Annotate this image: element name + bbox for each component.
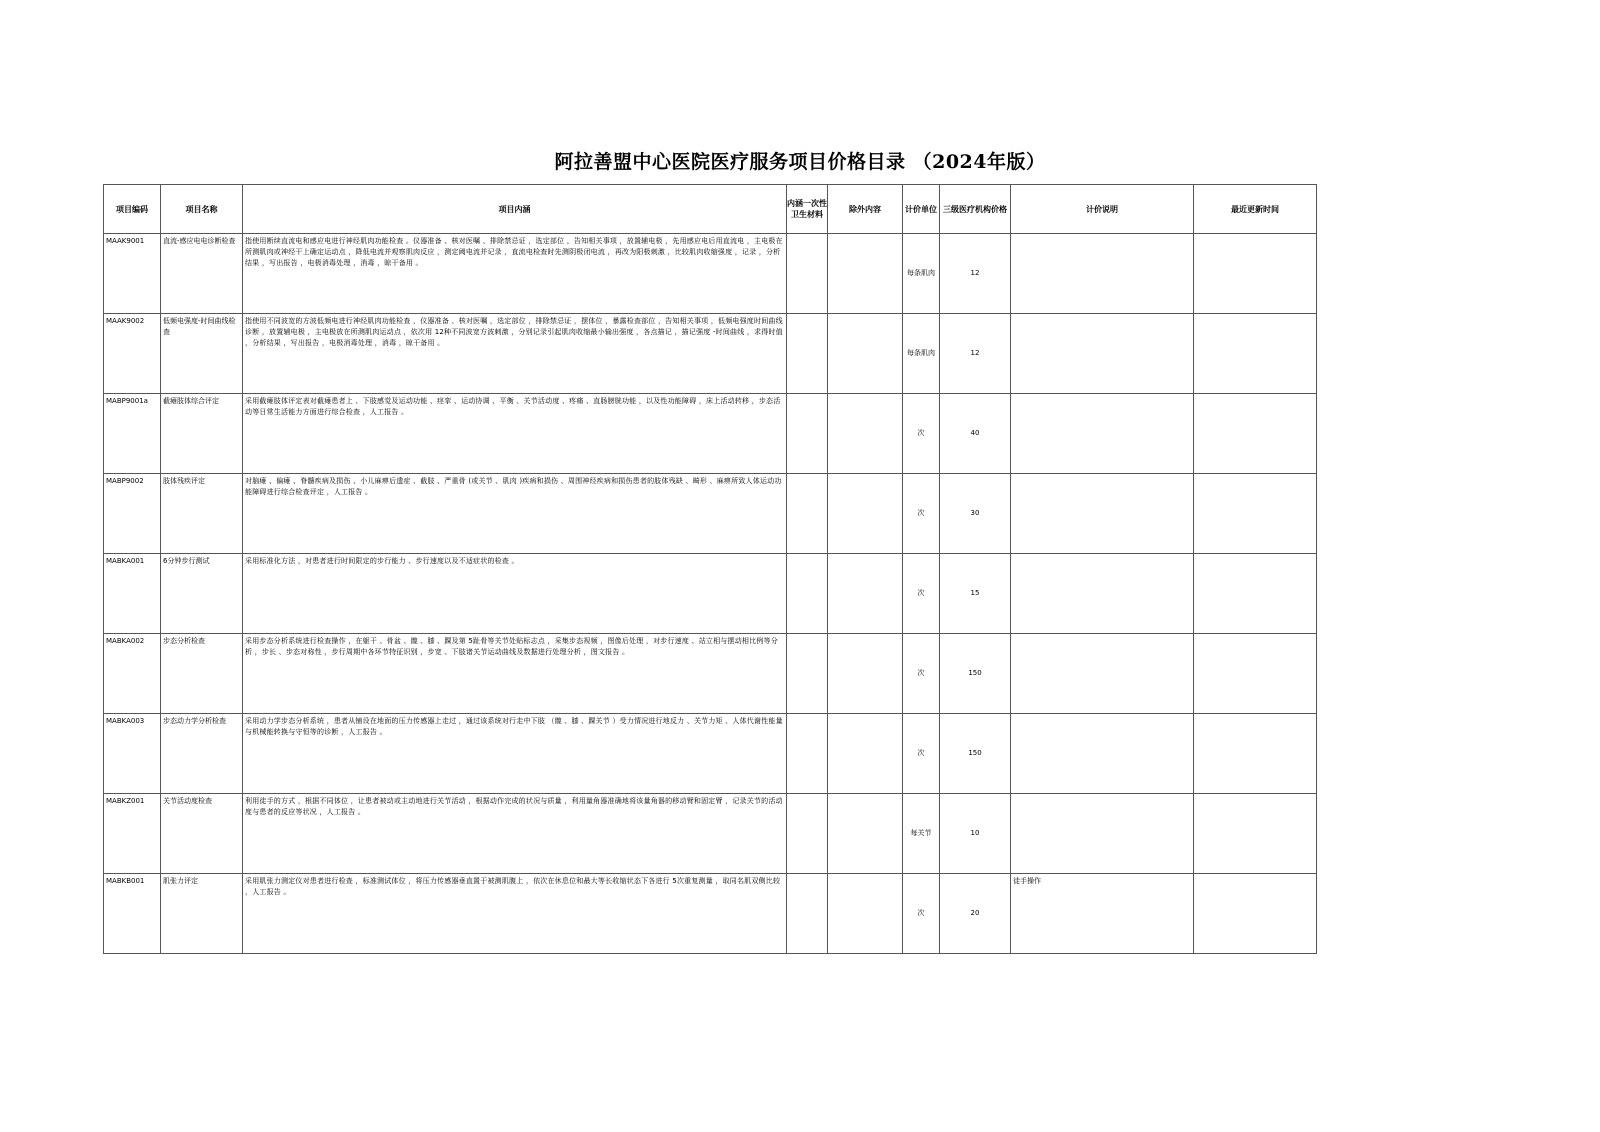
item-unit: 每条肌肉 — [903, 234, 940, 314]
item-unit: 次 — [903, 874, 940, 954]
item-name: 肌张力评定 — [161, 874, 243, 954]
item-updated — [1194, 794, 1317, 874]
item-excluded — [828, 874, 903, 954]
item-updated — [1194, 554, 1317, 634]
item-consumable — [787, 794, 828, 874]
item-price: 15 — [940, 554, 1011, 634]
item-price: 20 — [940, 874, 1011, 954]
item-content: 采用步态分析系统进行检查操作 ，在躯干 、骨盆 、髋 、膝 、踝及第 5趾骨等关节处贴标志点 ，采集步态视频 ，图像后处理 ，对步行速度 、站立相与摆动相比例等分析 ，步长 、步态对称性 ，步行周期中各环节特征识别 ，步宽 、下肢诸关节运动曲线及数据进行处理分析 ，图文报告 。 — [243, 634, 787, 714]
item-name: 6分钟步行测试 — [161, 554, 243, 634]
item-note — [1011, 634, 1194, 714]
item-unit: 次 — [903, 554, 940, 634]
item-name: 步态动力学分析检查 — [161, 714, 243, 794]
item-updated — [1194, 474, 1317, 554]
item-name: 步态分析检查 — [161, 634, 243, 714]
item-code: MABP9002 — [104, 474, 161, 554]
item-code: MABKA002 — [104, 634, 161, 714]
item-name: 肢体残疾评定 — [161, 474, 243, 554]
item-note — [1011, 314, 1194, 394]
item-updated — [1194, 394, 1317, 474]
table-row — [104, 874, 1317, 954]
item-consumable — [787, 714, 828, 794]
item-consumable — [787, 314, 828, 394]
item-content: 采用动力学步态分析系统 ，患者从铺设在地面的压力传感器上走过 ，通过该系统对行走中下肢 （髋 、膝 、踝关节 ）受力情况进行地反力 、关节力矩 、人体代谢性能量与机械能转换与守恒等的诊断 ，人工报告 。 — [243, 714, 787, 794]
item-consumable — [787, 634, 828, 714]
item-updated — [1194, 634, 1317, 714]
item-unit: 次 — [903, 474, 940, 554]
item-unit: 次 — [903, 394, 940, 474]
item-consumable — [787, 554, 828, 634]
item-unit: 每条肌肉 — [903, 314, 940, 394]
item-consumable — [787, 874, 828, 954]
header-unit: 计价单位 — [903, 185, 940, 234]
item-excluded — [828, 634, 903, 714]
table-row — [104, 474, 1317, 554]
item-unit: 次 — [903, 634, 940, 714]
item-note — [1011, 474, 1194, 554]
page-title: 阿拉善盟中心医院医疗服务项目价格目录 （2024年版） — [554, 151, 1046, 173]
item-excluded — [828, 474, 903, 554]
item-code: MABKZ001 — [104, 794, 161, 874]
table-row — [104, 794, 1317, 874]
item-updated — [1194, 314, 1317, 394]
item-excluded — [828, 554, 903, 634]
item-name: 直流-感应电电诊断检查 — [161, 234, 243, 314]
item-content: 指使用不同波宽的方波低频电进行神经肌肉功能检查 ，仪器准备 、核对医嘱 ，选定部位 ，排除禁忌证 ，摆体位 ，暴露检查部位 ，告知相关事项 ，低频电强度时间曲线诊断 ，放置辅电极 ，主电极放在所测肌肉运动点 ，依次用 12种不同波宽方波刺激 ，分别记录引起肌肉收缩最小输出强度 ，各点描记 ，描记强度 -时间曲线 ，求得时值 ，分析结果 ，写出报告 ，电极消毒处理 ，消毒 ，晾干备用 。 — [243, 314, 787, 394]
item-excluded — [828, 234, 903, 314]
table-row — [104, 394, 1317, 474]
header-code: 项目编码 — [104, 185, 161, 234]
item-excluded — [828, 394, 903, 474]
header-name: 项目名称 — [161, 185, 243, 234]
item-price: 150 — [940, 714, 1011, 794]
item-note — [1011, 394, 1194, 474]
item-name: 关节活动度检查 — [161, 794, 243, 874]
price-table — [103, 184, 1317, 954]
header-content: 项目内涵 — [243, 185, 787, 234]
item-content: 采用肌张力测定仪对患者进行检查 ，标准测试体位 ，将压力传感器垂直置于被测肌腹上 ，依次在休息位和最大等长收缩状态下各进行 5次重复测量 ，取同名肌双侧比较 ，人工报告 。 — [243, 874, 787, 954]
item-code: MAAK9001 — [104, 234, 161, 314]
item-price: 40 — [940, 394, 1011, 474]
table-row — [104, 234, 1317, 314]
item-code: MABKA001 — [104, 554, 161, 634]
table-header-row — [104, 185, 1317, 234]
item-code: MABKA003 — [104, 714, 161, 794]
item-name: 低频电强度-时间曲线检查 — [161, 314, 243, 394]
item-content: 采用标准化方法 ，对患者进行时间限定的步行能力 、步行速度以及不适症状的检查 。 — [243, 554, 787, 634]
table-row — [104, 634, 1317, 714]
item-price: 30 — [940, 474, 1011, 554]
item-unit: 次 — [903, 714, 940, 794]
item-consumable — [787, 234, 828, 314]
item-price: 10 — [940, 794, 1011, 874]
item-excluded — [828, 714, 903, 794]
item-excluded — [828, 794, 903, 874]
header-note: 计价说明 — [1011, 185, 1194, 234]
item-code: MAAK9002 — [104, 314, 161, 394]
table-row — [104, 714, 1317, 794]
item-updated — [1194, 714, 1317, 794]
item-excluded — [828, 314, 903, 394]
item-note: 徒手操作 — [1011, 874, 1194, 954]
item-updated — [1194, 874, 1317, 954]
item-price: 12 — [940, 234, 1011, 314]
item-consumable — [787, 474, 828, 554]
item-note — [1011, 554, 1194, 634]
item-content: 采用截瘫肢体评定表对截瘫患者上 、下肢感觉及运动功能 、痉挛 、运动协调 、平衡 、关节活动度 、疼痛 、直肠膀胱功能 ，以及性功能障碍 ，床上活动转移 ，步态活动等日常生活能力方面进行综合检查 ，人工报告 。 — [243, 394, 787, 474]
item-note — [1011, 714, 1194, 794]
table-row — [104, 554, 1317, 634]
item-consumable — [787, 394, 828, 474]
item-note — [1011, 794, 1194, 874]
item-updated — [1194, 234, 1317, 314]
item-price: 150 — [940, 634, 1011, 714]
item-content: 指使用断续直流电和感应电进行神经肌肉功能检查 。仪器准备 、核对医嘱 、排除禁忌证 ，选定部位 ，告知相关事项 ，放置辅电极 ，先用感应电后用直流电 ，主电极在所测肌肉或神经干上确定运动点 ，降低电流并观察肌肉反应 ，测定阈电流并记录 ，直流电检查时先测阴极闭电流 ，再改为阳极刺激 ，比较肌肉收缩强度 ，记录 ，分析结果 ，写出报告 ，电极消毒处理 ，消毒 ，晾干备用 。 — [243, 234, 787, 314]
item-code: MABKB001 — [104, 874, 161, 954]
header-updated: 最近更新时间 — [1194, 185, 1317, 234]
table-row — [104, 314, 1317, 394]
item-content: 对脑瘫 、偏瘫 、脊髓疾病及损伤 、小儿麻痹后遗症 、截肢 、严重骨 (或关节 、肌肉 )疾病和损伤 、周围神经疾病和损伤患者的肢体残缺 、畸形 、麻痹所致人体运动功能障碍进行综合检查评定 ，人工报告 。 — [243, 474, 787, 554]
header-consumable: 内涵一次性卫生材料 — [787, 185, 828, 234]
item-name: 截瘫肢体综合评定 — [161, 394, 243, 474]
item-content: 利用徒手的方式 ，根据不同体位 ，让患者被动或主动地进行关节活动 ，根据动作完成的状况与质量 ，利用量角器准确地将该量角器的移动臂和固定臂 ，记录关节的活动度与患者的反应等状况 ，人工报告 。 — [243, 794, 787, 874]
item-unit: 每关节 — [903, 794, 940, 874]
item-note — [1011, 234, 1194, 314]
item-price: 12 — [940, 314, 1011, 394]
item-code: MABP9001a — [104, 394, 161, 474]
header-excluded: 除外内容 — [828, 185, 903, 234]
header-price: 三级医疗机构价格 — [940, 185, 1011, 234]
